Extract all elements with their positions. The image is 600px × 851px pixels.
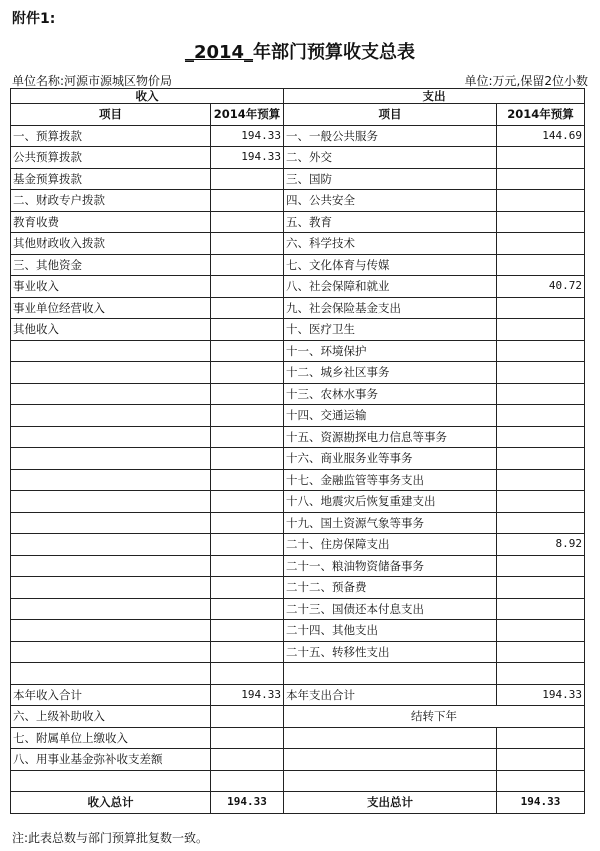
year-income-label: 本年收入合计 xyxy=(11,684,211,706)
income-value-cell xyxy=(211,383,284,405)
sub-income-7: 七、附属单位上缴收入 xyxy=(11,727,211,749)
expense-value-cell xyxy=(497,491,585,513)
income-value-cell xyxy=(211,426,284,448)
expense-value-cell xyxy=(497,254,585,276)
table-row xyxy=(11,405,585,427)
expense-item-cell: 六、科学技术 xyxy=(284,233,497,255)
expense-value-cell xyxy=(497,448,585,470)
table-row xyxy=(11,297,585,319)
table-row xyxy=(11,276,585,298)
expense-value-cell xyxy=(497,383,585,405)
income-value-cell xyxy=(211,620,284,642)
expense-item-cell: 二十、住房保障支出 xyxy=(284,534,497,556)
table-row xyxy=(11,168,585,190)
expense-value-cell xyxy=(497,598,585,620)
expense-value-cell: 8.92 xyxy=(497,534,585,556)
expense-item-cell: 十九、国土资源气象等事务 xyxy=(284,512,497,534)
expense-item-header: 项目 xyxy=(284,104,497,126)
expense-value-cell xyxy=(497,362,585,384)
income-item-cell: 基金预算拨款 xyxy=(11,168,211,190)
table-row xyxy=(11,770,585,792)
income-item-cell xyxy=(11,469,211,491)
grand-total-row xyxy=(11,792,585,814)
income-item-cell: 一、预算拨款 xyxy=(11,125,211,147)
income-item-cell xyxy=(11,426,211,448)
income-value-cell xyxy=(211,362,284,384)
empty-cell xyxy=(211,706,284,728)
income-item-cell xyxy=(11,598,211,620)
expense-item-cell: 九、社会保险基金支出 xyxy=(284,297,497,319)
table-row xyxy=(11,211,585,233)
section-header-row xyxy=(11,89,585,104)
grand-income-value: 194.33 xyxy=(211,792,284,814)
empty-cell xyxy=(211,727,284,749)
income-value-cell xyxy=(211,555,284,577)
table-row xyxy=(11,448,585,470)
table-row xyxy=(11,383,585,405)
table-row xyxy=(11,340,585,362)
income-item-cell xyxy=(11,383,211,405)
expense-item-cell: 一、一般公共服务 xyxy=(284,125,497,147)
income-value-cell xyxy=(211,577,284,599)
expense-item-cell: 十四、交通运输 xyxy=(284,405,497,427)
table-row xyxy=(11,555,585,577)
year-income-value: 194.33 xyxy=(211,684,284,706)
income-item-cell: 其他财政收入拨款 xyxy=(11,233,211,255)
income-item-cell xyxy=(11,577,211,599)
income-value-cell xyxy=(211,512,284,534)
grand-income-label: 收入总计 xyxy=(11,792,211,814)
table-row xyxy=(11,706,585,728)
sub-income-8: 八、用事业基金弥补收支差额 xyxy=(11,749,211,771)
expense-value-cell xyxy=(497,168,585,190)
income-item-cell xyxy=(11,641,211,663)
expense-item-cell: 十五、资源勘探电力信息等事务 xyxy=(284,426,497,448)
empty-cell xyxy=(497,749,585,771)
table-row xyxy=(11,512,585,534)
table-row xyxy=(11,749,585,771)
expense-value-cell xyxy=(497,620,585,642)
expense-item-cell: 十七、金融监管等事务支出 xyxy=(284,469,497,491)
income-item-cell xyxy=(11,448,211,470)
income-value-cell xyxy=(211,254,284,276)
expense-value-cell xyxy=(497,577,585,599)
expense-value-cell xyxy=(497,555,585,577)
empty-cell xyxy=(284,727,497,749)
expense-budget-header: 2014年预算 xyxy=(497,104,585,126)
expense-value-cell xyxy=(497,469,585,491)
expense-item-cell: 二、外交 xyxy=(284,147,497,169)
table-row xyxy=(11,233,585,255)
expense-value-cell xyxy=(497,147,585,169)
spacer-cell xyxy=(211,770,284,792)
expense-item-cell: 二十二、预备费 xyxy=(284,577,497,599)
expense-item-cell: 十、医疗卫生 xyxy=(284,319,497,341)
table-row xyxy=(11,534,585,556)
table-row xyxy=(11,362,585,384)
expense-item-cell: 二十三、国债还本付息支出 xyxy=(284,598,497,620)
expense-item-cell: 十三、农林水事务 xyxy=(284,383,497,405)
table-row xyxy=(11,190,585,212)
expense-value-cell xyxy=(497,426,585,448)
grand-expense-value: 194.33 xyxy=(497,792,585,814)
table-row xyxy=(11,469,585,491)
empty-cell xyxy=(211,749,284,771)
table-row xyxy=(11,426,585,448)
expense-value-cell: 40.72 xyxy=(497,276,585,298)
page-title xyxy=(0,38,600,64)
income-value-cell xyxy=(211,168,284,190)
spacer-cell xyxy=(11,663,211,685)
grand-expense-label: 支出总计 xyxy=(284,792,497,814)
expense-item-cell: 二十四、其他支出 xyxy=(284,620,497,642)
expense-item-cell: 十一、环境保护 xyxy=(284,340,497,362)
year-expense-label: 本年支出合计 xyxy=(284,684,497,706)
expense-item-cell: 八、社会保障和就业 xyxy=(284,276,497,298)
income-item-cell: 教育收费 xyxy=(11,211,211,233)
expense-item-cell: 四、公共安全 xyxy=(284,190,497,212)
year-total-row xyxy=(11,684,585,706)
expense-item-cell: 十六、商业服务业等事务 xyxy=(284,448,497,470)
income-value-cell xyxy=(211,340,284,362)
expense-value-cell xyxy=(497,211,585,233)
spacer-cell xyxy=(284,663,497,685)
income-value-cell: 194.33 xyxy=(211,125,284,147)
empty-cell xyxy=(497,727,585,749)
table-row xyxy=(11,577,585,599)
expense-value-cell xyxy=(497,233,585,255)
income-value-cell xyxy=(211,405,284,427)
table-row xyxy=(11,727,585,749)
income-item-cell xyxy=(11,491,211,513)
column-header-row xyxy=(11,104,585,126)
income-value-cell xyxy=(211,276,284,298)
table-row xyxy=(11,319,585,341)
income-item-cell xyxy=(11,512,211,534)
spacer-cell xyxy=(497,663,585,685)
income-item-cell: 公共预算拨款 xyxy=(11,147,211,169)
spacer-cell xyxy=(497,770,585,792)
spacer-cell xyxy=(11,770,211,792)
expense-item-cell: 七、文化体育与传媒 xyxy=(284,254,497,276)
table-row xyxy=(11,663,585,685)
expense-value-cell xyxy=(497,190,585,212)
income-value-cell xyxy=(211,641,284,663)
table-row xyxy=(11,641,585,663)
income-value-cell xyxy=(211,190,284,212)
income-value-cell xyxy=(211,297,284,319)
income-item-cell xyxy=(11,340,211,362)
unit-name: 单位名称:河源市源城区物价局 xyxy=(12,74,173,88)
income-budget-header: 2014年预算 xyxy=(211,104,284,126)
income-item-header: 项目 xyxy=(11,104,211,126)
income-item-cell: 三、其他资金 xyxy=(11,254,211,276)
income-value-cell xyxy=(211,448,284,470)
spacer-cell xyxy=(284,770,497,792)
carry-forward-label: 结转下年 xyxy=(284,706,585,728)
income-value-cell xyxy=(211,319,284,341)
income-item-cell xyxy=(11,405,211,427)
table-row xyxy=(11,147,585,169)
income-item-cell: 事业收入 xyxy=(11,276,211,298)
income-value-cell xyxy=(211,211,284,233)
income-item-cell: 其他收入 xyxy=(11,319,211,341)
income-value-cell xyxy=(211,469,284,491)
expense-item-cell: 三、国防 xyxy=(284,168,497,190)
expense-value-cell: 144.69 xyxy=(497,125,585,147)
income-item-cell: 事业单位经营收入 xyxy=(11,297,211,319)
expense-section-header: 支出 xyxy=(284,89,585,104)
income-item-cell xyxy=(11,362,211,384)
income-item-cell xyxy=(11,534,211,556)
year-expense-value: 194.33 xyxy=(497,684,585,706)
expense-item-cell: 十八、地震灾后恢复重建支出 xyxy=(284,491,497,513)
income-value-cell xyxy=(211,233,284,255)
budget-table xyxy=(10,88,585,814)
sub-income-6: 六、上级补助收入 xyxy=(11,706,211,728)
expense-value-cell xyxy=(497,405,585,427)
attachment-label: 附件1: xyxy=(12,11,56,27)
expense-value-cell xyxy=(497,297,585,319)
empty-cell xyxy=(284,749,497,771)
expense-item-cell: 二十一、粮油物资储备事务 xyxy=(284,555,497,577)
income-item-cell xyxy=(11,555,211,577)
title-year: _2014_ xyxy=(184,42,254,63)
income-value-cell xyxy=(211,534,284,556)
spacer-cell xyxy=(211,663,284,685)
income-item-cell xyxy=(11,620,211,642)
footnote: 注:此表总数与部门预算批复数一致。 xyxy=(12,831,209,845)
table-row xyxy=(11,598,585,620)
expense-value-cell xyxy=(497,641,585,663)
expense-item-cell: 十二、城乡社区事务 xyxy=(284,362,497,384)
income-value-cell xyxy=(211,598,284,620)
title-text: 年部门预算收支总表 xyxy=(253,42,416,63)
unit-note: 单位:万元,保留2位小数 xyxy=(464,74,588,88)
table-row xyxy=(11,491,585,513)
income-value-cell: 194.33 xyxy=(211,147,284,169)
table-row xyxy=(11,254,585,276)
expense-item-cell: 五、教育 xyxy=(284,211,497,233)
income-item-cell: 二、财政专户拨款 xyxy=(11,190,211,212)
expense-value-cell xyxy=(497,512,585,534)
income-section-header: 收入 xyxy=(11,89,284,104)
expense-value-cell xyxy=(497,319,585,341)
expense-item-cell: 二十五、转移性支出 xyxy=(284,641,497,663)
table-row xyxy=(11,125,585,147)
income-value-cell xyxy=(211,491,284,513)
expense-value-cell xyxy=(497,340,585,362)
table-row xyxy=(11,620,585,642)
